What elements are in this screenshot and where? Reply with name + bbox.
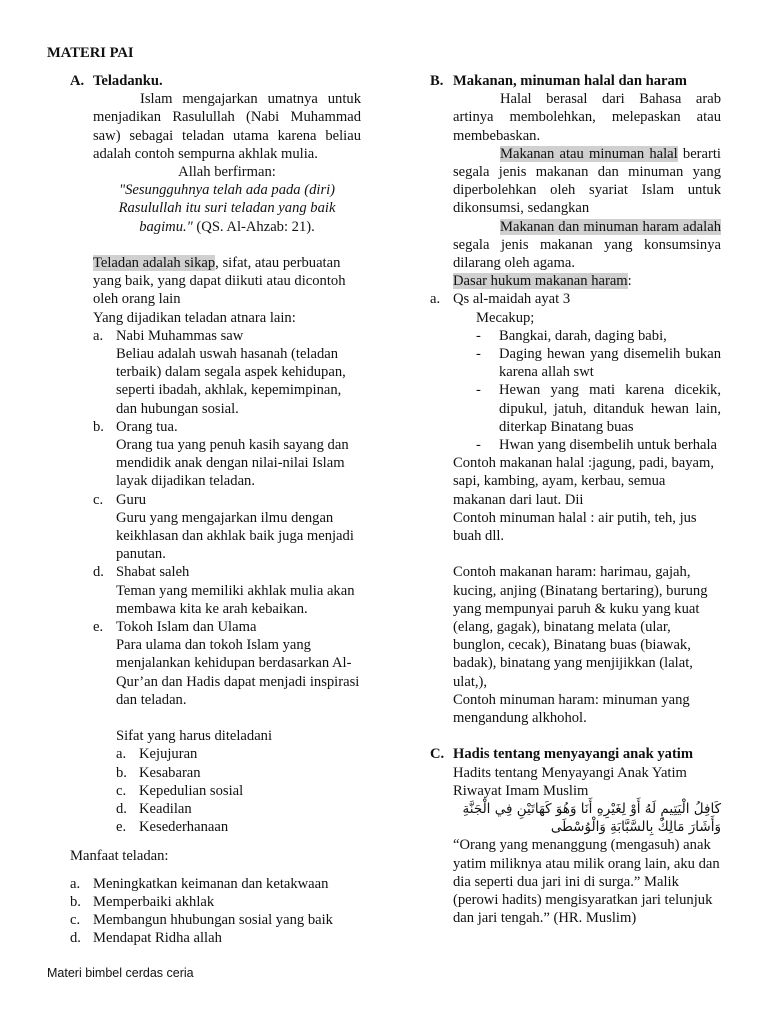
contoh-halal-makanan: Contoh makanan halal :jagung, padi, bayam, sapi, kambing, ayam, kerbau, semua makanan dari laut. Dii xyxy=(453,455,714,508)
example-marker: e. xyxy=(93,619,104,636)
sifat-list xyxy=(93,745,361,836)
section-a-body xyxy=(70,90,361,836)
prohibited-list xyxy=(453,327,721,454)
section-a-marker: A. xyxy=(70,73,85,89)
dash-marker: - xyxy=(476,437,481,454)
manfaat-text: Meningkatkan keimanan dan ketakwaan xyxy=(93,875,329,892)
manfaat-marker: c. xyxy=(70,912,81,929)
example-body xyxy=(116,491,361,564)
manfaat-item xyxy=(70,875,361,893)
example-item xyxy=(93,327,361,418)
qs-marker: a. xyxy=(430,291,441,308)
sifat-marker: b. xyxy=(116,764,127,781)
page-footer: Materi bimbel cerdas ceria xyxy=(47,966,194,980)
qs-text: Qs al-maidah ayat 3 xyxy=(453,291,571,308)
sifat-text: Keadilan xyxy=(139,801,192,818)
example-title: Nabi Muhammas saw xyxy=(116,327,244,344)
haram-rest: segala jenis makanan yang konsumsinya dilarang oleh agama. xyxy=(453,236,721,272)
sifat-item xyxy=(116,782,361,800)
section-a-title: Teladanku. xyxy=(93,73,163,89)
document-title: MATERI PAI xyxy=(47,45,134,61)
manfaat-title: Manfaat teladan: xyxy=(70,847,169,864)
qs-item xyxy=(430,290,721,308)
manfaat-marker: d. xyxy=(70,930,81,947)
prohibited-text: Bangkai, darah, daging babi, xyxy=(499,327,667,344)
right-column xyxy=(430,72,721,927)
manfaat-text: Memperbaiki akhlak xyxy=(93,893,215,910)
sifat-marker: a. xyxy=(116,746,127,763)
examples-list xyxy=(93,327,361,709)
example-description: Guru yang mengajarkan ilmu dengan keikhlasan dan akhlak baik juga menjadi panutan. xyxy=(116,509,354,563)
prohibited-text: Hwan yang disembelih untuk berhala xyxy=(499,437,718,454)
examples-intro: Yang dijadikan teladan atnara lain: xyxy=(93,309,296,326)
dasar-hukum xyxy=(453,272,721,290)
sifat-marker: d. xyxy=(116,801,127,818)
dasar-highlight: Dasar hukum makanan haram xyxy=(453,273,628,290)
quote-text: "Sesungguhnya telah ada pada (diri) Rasulullah itu suri teladan yang baik bagimu." xyxy=(118,182,336,235)
section-b-marker: B. xyxy=(430,73,444,89)
manfaat-marker: a. xyxy=(70,875,81,892)
prohibited-item xyxy=(476,381,721,436)
manfaat-item xyxy=(70,911,361,929)
contoh-haram-makanan: Contoh makanan haram: harimau, gajah, kucing, anjing (Binatang bertaring), burung yang mempunyai paruh & kuku yang kuat (elang, gagak), binatang melata (ular, bunglon, cecak), Binatang buas (biawak, badak), binatang yang menjijikkan (lalat, ulat,), xyxy=(453,564,708,690)
left-column xyxy=(70,72,361,948)
halal-highlight: Makanan atau minuman halal xyxy=(500,145,678,162)
section-b-details xyxy=(430,309,721,728)
sifat-item xyxy=(116,818,361,836)
manfaat-item xyxy=(70,893,361,911)
halal-rest: berarti segala jenis makanan dan minuman yang diperbolehkan oleh syariat Islam untuk dikonsumsi, sedangkan xyxy=(453,145,721,217)
sifat-text: Kepedulian sosial xyxy=(139,782,244,799)
definition-rest: , sifat, atau perbuatan yang baik, yang dapat diikuti atau dicontoh oleh orang lain xyxy=(93,255,346,308)
prohibited-text: Daging hewan yang disemelih bukan karena allah swt xyxy=(499,346,721,381)
example-body xyxy=(116,327,361,418)
sifat-item xyxy=(116,745,361,763)
halal-paragraph xyxy=(453,145,721,218)
hadits-title: Hadits tentang Menyayangi Anak Yatim Riwayat Imam Muslim xyxy=(453,764,687,799)
contoh-haram-minuman: Contoh minuman haram: minuman yang mengandung alkhohol. xyxy=(453,691,690,727)
section-c-title: Hadis tentang menyayangi anak yatim xyxy=(453,746,694,763)
section-b-body xyxy=(430,90,721,290)
example-marker: a. xyxy=(93,327,104,344)
example-item xyxy=(93,563,361,618)
example-marker: b. xyxy=(93,418,104,435)
manfaat-list xyxy=(70,875,361,948)
prohibited-item xyxy=(476,327,721,345)
haram-paragraph xyxy=(453,218,721,273)
example-item xyxy=(93,418,361,491)
sifat-marker: e. xyxy=(116,819,127,836)
example-description: Beliau adalah uswah hasanah (teladan terbaik) dalam segala aspek kehidupan, seperti ibadah, akhlak, kepemimpinan, dan hubungan sosial. xyxy=(116,346,346,417)
definition-highlight: Teladan adalah sikap xyxy=(93,255,216,272)
example-body xyxy=(116,618,361,709)
section-a-heading xyxy=(70,72,361,90)
example-marker: c. xyxy=(93,491,104,508)
definition-paragraph xyxy=(93,254,361,309)
quote-reference: (QS. Al-Ahzab: 21). xyxy=(192,218,315,235)
allah-berfirman: Allah berfirman: xyxy=(178,164,276,181)
section-c-heading xyxy=(430,745,721,763)
sifat-text: Kejujuran xyxy=(139,746,198,763)
example-marker: d. xyxy=(93,564,104,581)
dash-marker: - xyxy=(476,346,481,363)
haram-highlight: Makanan dan minuman haram adalah xyxy=(500,218,721,235)
quran-quote xyxy=(93,181,361,236)
sifat-text: Kesederhanaan xyxy=(139,819,229,836)
dasar-rest: : xyxy=(627,273,632,290)
manfaat-text: Membangun hhubungan sosial yang baik xyxy=(93,912,333,929)
section-b-heading xyxy=(430,72,721,90)
manfaat-marker: b. xyxy=(70,893,81,910)
example-title: Tokoh Islam dan Ulama xyxy=(116,619,257,636)
halal-definition: Halal berasal dari Bahasa arab artinya membolehkan, melepaskan atau membebaskan. xyxy=(453,91,721,144)
prohibited-item xyxy=(476,345,721,381)
example-title: Orang tua. xyxy=(116,418,178,435)
section-c-body xyxy=(430,764,721,928)
contoh-halal-minuman: Contoh minuman halal : air putih, teh, jus buah dll. xyxy=(453,509,697,545)
manfaat-text: Mendapat Ridha allah xyxy=(93,930,222,947)
example-description: Orang tua yang penuh kasih sayang dan mendidik anak dengan nilai-nilai Islam layak dijadikan teladan. xyxy=(116,437,349,490)
example-body xyxy=(116,563,361,618)
hadits-translation: “Orang yang menanggung (mengasuh) anak yatim miliknya atau milik orang lain, aku dan dia seperti dua jari ini di surga.” Malik (perowi hadits) mengisyaratkan jari telunjuk dan jari tengah.” (HR. Muslim) xyxy=(453,837,720,927)
example-item xyxy=(93,491,361,564)
sifat-item xyxy=(116,764,361,782)
example-description: Para ulama dan tokoh Islam yang menjalankan kehidupan berdasarkan Al-Qur’an dan Hadis dapat menjadi inspirasi dan teladan. xyxy=(116,637,360,708)
example-title: Guru xyxy=(116,491,146,508)
mecakup-label: Mecakup; xyxy=(476,309,535,326)
hadits-arabic: كَافِلُ الْيَتِيمِ لَهُ أَوْ لِغَيْرِهِ أَنَا وَهُوَ كَهَاتَيْنِ فِي الْجَنَّةِ وَأَشَارَ مَالِكٌ بِالسَّبَّابَةِ وَالْوُسْطَى xyxy=(462,800,721,836)
sifat-item xyxy=(116,800,361,818)
example-description: Teman yang memiliki akhlak mulia akan membawa kita ke arah kebaikan. xyxy=(116,582,355,617)
prohibited-text: Hewan yang mati karena dicekik, dipukul, jatuh, ditanduk hewan lain, diterkap Binatang buas xyxy=(499,382,721,435)
sifat-title: Sifat yang harus diteladani xyxy=(116,728,273,745)
example-body xyxy=(116,418,361,491)
intro-paragraph: Islam mengajarkan umatnya untuk menjadikan Rasulullah (Nabi Muhammad saw) sebagai teladan utama karena beliau adalah contoh sempurna akhlak mulia. xyxy=(93,91,361,162)
section-b-title: Makanan, minuman halal dan haram xyxy=(453,73,687,89)
prohibited-item xyxy=(476,436,721,454)
example-item xyxy=(93,618,361,709)
dash-marker: - xyxy=(476,327,481,344)
section-c-marker: C. xyxy=(430,746,445,763)
example-title: Shabat saleh xyxy=(116,564,190,581)
manfaat-item xyxy=(70,929,361,947)
sifat-text: Kesabaran xyxy=(139,764,201,781)
dash-marker: - xyxy=(476,382,481,399)
sifat-marker: c. xyxy=(116,782,127,799)
